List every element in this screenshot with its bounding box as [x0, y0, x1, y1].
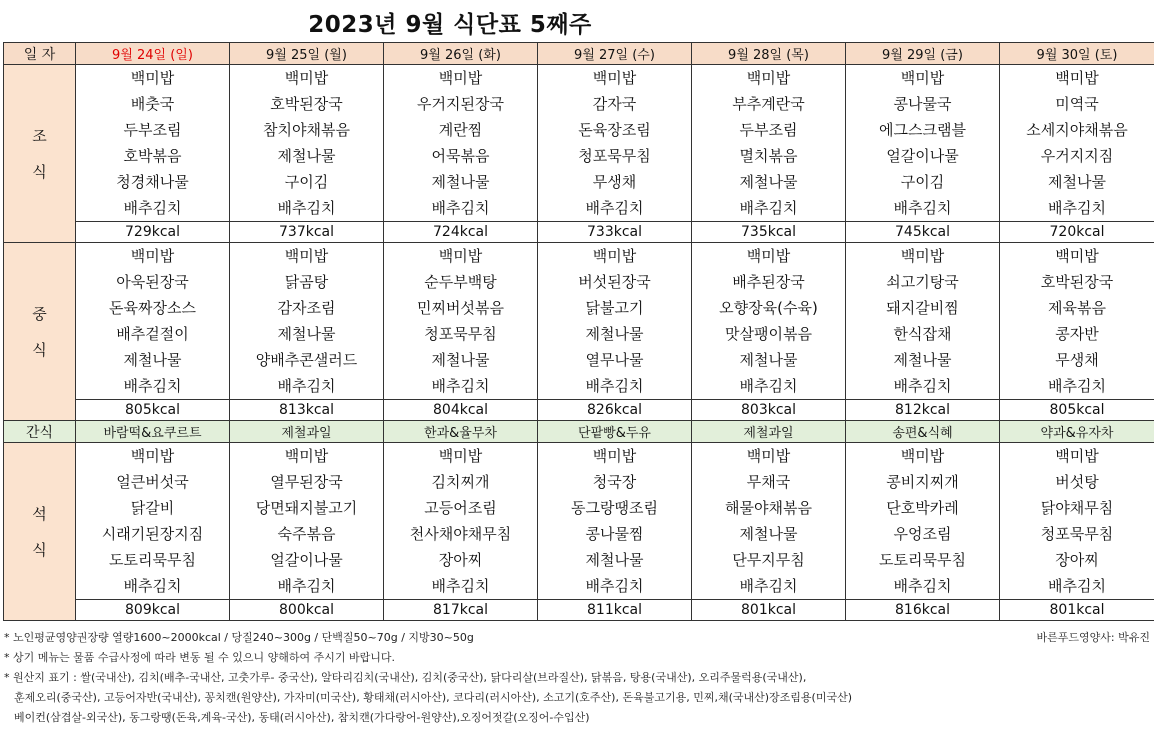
lunch-cell — [384, 243, 538, 400]
kcal-value: 816kcal — [846, 600, 1000, 621]
page-title: 2023년 9월 식단표 5째주 — [308, 12, 592, 38]
menu-item: 우엉조림 — [893, 525, 952, 543]
menu-item: 호박볶음 — [123, 147, 182, 165]
lunch-cell — [538, 243, 692, 400]
day-header: 9월 26일 (화) — [384, 43, 538, 65]
menu-item: 배추김치 — [277, 577, 336, 595]
menu-item: 계란찜 — [438, 121, 483, 139]
menu-item: 백미밥 — [284, 69, 329, 87]
menu-item: 배추김치 — [585, 199, 644, 217]
snack-cell: 송편&식혜 — [846, 421, 1000, 443]
menu-item: 배추김치 — [1048, 577, 1106, 595]
breakfast-cell — [692, 65, 846, 222]
menu-item: 민찌버섯볶음 — [417, 299, 504, 317]
breakfast-row — [4, 65, 1154, 222]
origin-note-cont: 훈제오리(중국산), 고등어자반(국내산), 꽁치캔(원양산), 가자미(미국산), 황태채(러시아산), 코다리(러시아산), 소고기(호주산), 돈육불고기용, 민찌,채(국내산)장조림용(미국산) — [14, 691, 852, 704]
menu-item: 양배추콘샐러드 — [255, 351, 358, 369]
dinner-cell — [692, 443, 846, 600]
dinner-cell — [846, 443, 1000, 600]
menu-item: 구이김 — [284, 173, 329, 191]
lunch-cell — [692, 243, 846, 400]
menu-item: 배추김치 — [893, 377, 952, 395]
menu-item: 감자국 — [592, 95, 637, 113]
menu-item: 백미밥 — [592, 69, 637, 87]
menu-item: 제철나물 — [739, 351, 798, 369]
menu-item: 백미밥 — [900, 447, 945, 465]
menu-item: 배추김치 — [1048, 199, 1106, 217]
dinner-cell — [1000, 443, 1154, 600]
change-notice: * 상기 메뉴는 물품 수급사정에 따라 변동 될 수 있으니 양해하여 주시기 바랍니다. — [4, 651, 395, 664]
menu-item: 한식잡채 — [893, 325, 952, 343]
menu-item: 호박된장국 — [1040, 273, 1114, 291]
date-header-label: 일 자 — [4, 43, 76, 65]
menu-item: 배추김치 — [585, 377, 644, 395]
menu-item: 닭갈비 — [130, 499, 175, 517]
meal-label-char: 중 — [32, 304, 47, 323]
kcal-value: 809kcal — [76, 600, 230, 621]
menu-item: 김치찌개 — [431, 473, 490, 491]
menu-item: 제철나물 — [277, 147, 336, 165]
menu-item: 도토리묵무침 — [109, 551, 196, 569]
menu-item: 얼갈이나물 — [886, 147, 959, 165]
breakfast-cell — [384, 65, 538, 222]
menu-item: 배춧국 — [130, 95, 175, 113]
breakfast-cell — [230, 65, 384, 222]
menu-item: 백미밥 — [900, 69, 945, 87]
menu-item: 시래기된장지짐 — [101, 525, 204, 543]
dinner-row — [4, 443, 1154, 600]
snack-cell: 한과&율무차 — [384, 421, 538, 443]
menu-item: 백미밥 — [130, 247, 175, 265]
menu-item: 배추김치 — [277, 377, 336, 395]
menu-item: 동그랑땡조림 — [571, 499, 658, 517]
menu-item: 배추김치 — [277, 199, 336, 217]
menu-item: 소세지야채볶음 — [1026, 121, 1128, 139]
menu-item: 백미밥 — [1055, 69, 1099, 87]
menu-item: 청경채나물 — [116, 173, 189, 191]
kcal-value: 812kcal — [846, 400, 1000, 421]
menu-item: 두부조림 — [739, 121, 798, 139]
kcal-value: 805kcal — [76, 400, 230, 421]
nutrition-note: * 노인평균영양권장량 열량1600~2000kcal / 당질240~300g / 단백질50~70g / 지방30~50g — [4, 631, 474, 644]
menu-item: 백미밥 — [746, 447, 791, 465]
menu-item: 단무지무침 — [732, 551, 805, 569]
kcal-value: 826kcal — [538, 400, 692, 421]
menu-item: 배추김치 — [1048, 377, 1106, 395]
menu-item: 무채국 — [746, 473, 791, 491]
menu-item: 닭불고기 — [585, 299, 644, 317]
menu-item: 부추계란국 — [732, 95, 805, 113]
menu-item: 백미밥 — [130, 447, 175, 465]
menu-item: 제철나물 — [739, 173, 798, 191]
breakfast-cell — [76, 65, 230, 222]
menu-item: 백미밥 — [746, 69, 791, 87]
snack-label: 간식 — [4, 421, 76, 443]
kcal-value: 813kcal — [230, 400, 384, 421]
menu-item: 제철나물 — [739, 525, 798, 543]
breakfast-cell — [846, 65, 1000, 222]
kcal-value: 801kcal — [692, 600, 846, 621]
menu-item: 청포묵무침 — [1040, 525, 1114, 543]
dinner-label — [4, 443, 76, 621]
menu-item: 멸치볶음 — [739, 147, 798, 165]
day-header: 9월 30일 (토) — [1000, 43, 1154, 65]
menu-item: 감자조림 — [277, 299, 336, 317]
menu-item: 아욱된장국 — [116, 273, 189, 291]
kcal-value: 720kcal — [1000, 222, 1154, 243]
breakfast-kcal-row — [4, 222, 1154, 243]
menu-item: 닭야채무침 — [1040, 499, 1114, 517]
menu-item: 제철나물 — [893, 351, 952, 369]
menu-item: 우거지지짐 — [1040, 147, 1114, 165]
header-row — [4, 43, 1154, 65]
menu-item: 배추김치 — [431, 577, 490, 595]
menu-item: 백미밥 — [284, 247, 329, 265]
lunch-label — [4, 243, 76, 421]
menu-item: 돈육짜장소스 — [109, 299, 196, 317]
kcal-value: 729kcal — [76, 222, 230, 243]
day-header: 9월 29일 (금) — [846, 43, 1000, 65]
meal-label-char: 석 — [32, 504, 47, 523]
lunch-kcal-row — [4, 400, 1154, 421]
snack-cell: 단팥빵&두유 — [538, 421, 692, 443]
menu-item: 열무나물 — [585, 351, 644, 369]
menu-item: 배추김치 — [123, 199, 182, 217]
menu-item: 우거지된장국 — [417, 95, 504, 113]
snack-cell: 약과&유자차 — [1000, 421, 1154, 443]
menu-item: 배추김치 — [431, 199, 490, 217]
menu-table — [3, 42, 1154, 621]
dinner-kcal-row — [4, 600, 1154, 621]
kcal-value: 800kcal — [230, 600, 384, 621]
menu-item: 맛살팽이볶음 — [725, 325, 812, 343]
menu-item: 배추김치 — [585, 577, 644, 595]
kcal-value: 805kcal — [1000, 400, 1154, 421]
lunch-row — [4, 243, 1154, 400]
day-header: 9월 25일 (월) — [230, 43, 384, 65]
menu-item: 배추김치 — [431, 377, 490, 395]
menu-item: 배추김치 — [123, 577, 182, 595]
kcal-value: 817kcal — [384, 600, 538, 621]
menu-item: 배추김치 — [893, 199, 952, 217]
menu-item: 장아찌 — [438, 551, 483, 569]
menu-item: 백미밥 — [900, 247, 945, 265]
menu-item: 제철나물 — [431, 173, 490, 191]
menu-item: 당면돼지불고기 — [255, 499, 358, 517]
kcal-value: 745kcal — [846, 222, 1000, 243]
breakfast-cell — [1000, 65, 1154, 222]
menu-item: 백미밥 — [746, 247, 791, 265]
menu-item: 구이김 — [900, 173, 945, 191]
menu-item: 오향장육(수육) — [719, 299, 818, 317]
lunch-cell — [1000, 243, 1154, 400]
menu-item: 버섯탕 — [1055, 473, 1099, 491]
menu-item: 무생채 — [592, 173, 637, 191]
menu-item: 콩비지찌개 — [886, 473, 959, 491]
day-header: 9월 24일 (일) — [76, 43, 230, 65]
menu-item: 얼갈이나물 — [270, 551, 343, 569]
menu-item: 열무된장국 — [270, 473, 343, 491]
menu-item: 제철나물 — [585, 325, 644, 343]
kcal-value: 803kcal — [692, 400, 846, 421]
menu-item: 미역국 — [1055, 95, 1099, 113]
origin-note-cont: 베이컨(삼겹살-외국산), 동그랑땡(돈육,계육-국산), 동태(러시아산), 참치캔(가다랑어-원양산),오징어젓갈(오징어-수입산) — [14, 711, 590, 724]
meal-label-char: 식 — [32, 340, 47, 359]
menu-item: 배추김치 — [739, 577, 798, 595]
menu-item: 에그스크램블 — [879, 121, 966, 139]
snack-cell: 제철과일 — [692, 421, 846, 443]
snack-cell: 제철과일 — [230, 421, 384, 443]
menu-item: 버섯된장국 — [578, 273, 651, 291]
snack-row — [4, 421, 1154, 443]
menu-item: 백미밥 — [130, 69, 175, 87]
menu-item: 순두부백탕 — [424, 273, 497, 291]
breakfast-label — [4, 65, 76, 243]
footnotes — [4, 628, 1150, 728]
day-header: 9월 28일 (목) — [692, 43, 846, 65]
lunch-cell — [76, 243, 230, 400]
menu-item: 호박된장국 — [270, 95, 343, 113]
meal-label-char: 식 — [32, 540, 47, 559]
dietitian-credit: 바른푸드영양사: 박유진 — [1036, 631, 1150, 644]
menu-item: 얼큰버섯국 — [116, 473, 189, 491]
kcal-value: 804kcal — [384, 400, 538, 421]
kcal-value: 735kcal — [692, 222, 846, 243]
menu-item: 제철나물 — [431, 351, 490, 369]
menu-item: 백미밥 — [1055, 447, 1099, 465]
menu-item: 배추김치 — [123, 377, 182, 395]
menu-item: 제철나물 — [123, 351, 182, 369]
menu-item: 콩자반 — [1055, 325, 1099, 343]
dinner-cell — [230, 443, 384, 600]
menu-item: 배추겉절이 — [116, 325, 189, 343]
menu-item: 청포묵무침 — [578, 147, 651, 165]
menu-item: 콩나물국 — [893, 95, 952, 113]
dinner-cell — [384, 443, 538, 600]
menu-item: 돈육장조림 — [578, 121, 651, 139]
menu-item: 백미밥 — [438, 247, 483, 265]
kcal-value: 724kcal — [384, 222, 538, 243]
menu-item: 제철나물 — [1048, 173, 1106, 191]
meal-label-char: 조 — [32, 126, 47, 145]
menu-item: 참치야채볶음 — [263, 121, 350, 139]
menu-item: 콩나물찜 — [585, 525, 644, 543]
menu-item: 닭곰탕 — [284, 273, 329, 291]
menu-item: 두부조림 — [123, 121, 182, 139]
menu-item: 장아찌 — [1055, 551, 1099, 569]
menu-item: 단호박카레 — [886, 499, 959, 517]
kcal-value: 811kcal — [538, 600, 692, 621]
day-header: 9월 27일 (수) — [538, 43, 692, 65]
snack-cell: 바람떡&요쿠르트 — [76, 421, 230, 443]
menu-item: 배추김치 — [893, 577, 952, 595]
lunch-cell — [846, 243, 1000, 400]
dinner-cell — [76, 443, 230, 600]
menu-item: 무생채 — [1055, 351, 1099, 369]
menu-item: 백미밥 — [1055, 247, 1099, 265]
menu-item: 고등어조림 — [424, 499, 497, 517]
menu-item: 백미밥 — [438, 447, 483, 465]
menu-item: 백미밥 — [438, 69, 483, 87]
menu-item: 제육볶음 — [1048, 299, 1106, 317]
menu-item: 배추김치 — [739, 377, 798, 395]
menu-item: 도토리묵무침 — [879, 551, 966, 569]
menu-item: 백미밥 — [592, 447, 637, 465]
kcal-value: 737kcal — [230, 222, 384, 243]
kcal-value: 733kcal — [538, 222, 692, 243]
menu-item: 해물야채볶음 — [725, 499, 812, 517]
menu-item: 백미밥 — [592, 247, 637, 265]
menu-item: 제철나물 — [277, 325, 336, 343]
menu-item: 숙주볶음 — [277, 525, 336, 543]
menu-item: 제철나물 — [585, 551, 644, 569]
menu-item: 청포묵무침 — [424, 325, 497, 343]
menu-item: 백미밥 — [284, 447, 329, 465]
lunch-cell — [230, 243, 384, 400]
meal-label-char: 식 — [32, 162, 47, 181]
menu-item: 천사채야채무침 — [409, 525, 512, 543]
kcal-value: 801kcal — [1000, 600, 1154, 621]
menu-item: 배추된장국 — [732, 273, 805, 291]
menu-item: 쇠고기탕국 — [886, 273, 959, 291]
origin-note: * 원산지 표기 : 쌀(국내산), 김치(배추-국내산, 고춧가루- 중국산), 알타리김치(국내산), 김치(중국산), 닭다리살(브라질산), 닭볶음, 탕용(국내산), 오리주물럭용(국내산), — [4, 671, 807, 684]
menu-item: 청국장 — [592, 473, 637, 491]
breakfast-cell — [538, 65, 692, 222]
dinner-cell — [538, 443, 692, 600]
menu-item: 어묵볶음 — [431, 147, 490, 165]
menu-item: 배추김치 — [739, 199, 798, 217]
menu-item: 돼지갈비찜 — [886, 299, 959, 317]
